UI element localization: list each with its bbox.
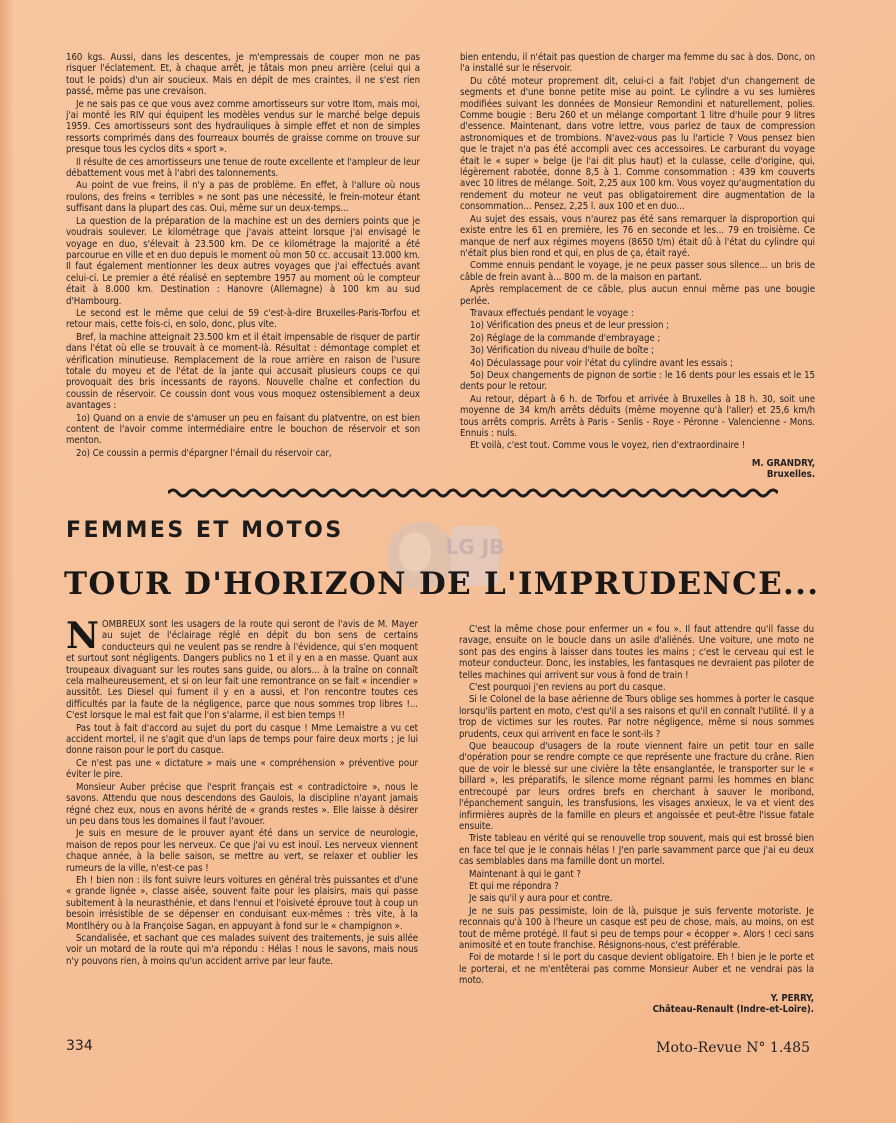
- magazine-issue: Moto-Revue N° 1.485: [656, 1040, 810, 1056]
- paragraph: Ce n'est pas une « dictature » mais une « compréhension » préventive pour éviter le pire.: [66, 757, 418, 781]
- paragraph-text: OMBREUX sont les usagers de la route qui seront de l'avis de M. Mayer au sujet de l'éclairage réglé en dépit du bon sens de certains conducteurs qui ne veulent pas se rendre à l'évidence, qui s'en moquent et surtout sont négligents. Dangers publics no 1 et il y en a en masse. Quant aux troupeaux divaguant sur les routes sans guide, ou alors... à la traîne on connaît cela malheureusement, et si on leur fait une remontrance on se fait « incendier » aussitôt. Les Diesel qui fument il y en a aussi, et l'on rencontre toutes ces difficultés par la faute de la négligence, parce que nous sommes trop libres !... C'est lorsque le mal est fait que l'on s'alarme, il est bien temps !!: [66, 619, 418, 722]
- list-item: 2o) Réglage de la commande d'embrayage ;: [470, 332, 661, 344]
- paragraph: C'est la même chose pour enfermer un « fou ». Il faut attendre qu'il fasse du ravage, ensuite on le boucle dans un asile d'aliénés. Une voiture, une moto ne sont pas des engins à laisser dans toutes les mains ; c'est le cerveau qui est le moteur conducteur. Donc, les instables, les fantasques ne devraient pas piloter de telles machines qui arrivent sur vous à fond de train !: [459, 624, 814, 681]
- paragraph: La question de la préparation de la machine est un des derniers points que je voudrais soulever. Le kilométrage que j'avais atteint lorsque j'ai envisagé le voyage en duo, s'élevait à 23.500 km. De ce kilométrage la majorité a été parcourue en ville et en duo depuis le moment où mon 50 cc. accusait 13.000 km. Il faut également mentionner les deux autres voyages que j'ai effectués avant celui-ci. Le premier a été réalisé en septembre 1957 au moment où le compteur était à 8.000 km. Destination : Hanovre (Allemagne) à 100 km au sud d'Hambourg.: [66, 215, 420, 307]
- paragraph: [66, 619, 418, 722]
- paragraph: Je ne suis pas pessimiste, loin de là, puisque je suis fervente motoriste. Je reconnais qu'à 100 à l'heure un casque est peu de chose, mais, au moins, on est tout de même protégé. Il faut si peu de temps pour « écopper ». Alors ! ceci sans animosité et en toute franchise. Résignons-nous, c'est préférable.: [459, 905, 814, 951]
- paragraph: Au sujet des essais, vous n'aurez pas été sans remarquer la disproportion qui existe entre les 61 en première, les 76 en seconde et les... 79 en troisième. Ce manque de nerf aux régimes moyens (8650 t/m) était dû à l'état du cylindre qui n'était plus bien rond et qui, en plus de ça, était rayé.: [460, 213, 815, 259]
- paragraph: Après remplacement de ce câble, plus aucun ennui même pas une bougie perlée.: [460, 284, 815, 307]
- paragraph: bien entendu, il n'était pas question de charger ma femme du sac à dos. Donc, on l'a installé sur le réservoir.: [460, 52, 815, 75]
- stamp-letters: LG JB: [445, 535, 505, 559]
- letter-right-column: [460, 52, 815, 486]
- paragraph: 160 kgs. Aussi, dans les descentes, je m'empressais de couper mon ne pas risquer l'éclatement. Et, à chaque arrêt, je tâtais mon pneu arrière (celui qui a tout le poids) d'un air soucieux. Mais en dépit de mes craintes, il ne s'est rien passé, même pas une crevaison.: [66, 52, 420, 98]
- drop-cap: N: [66, 619, 99, 657]
- paragraph: Et qui me répondra ?: [469, 880, 559, 892]
- paragraph: Au retour, départ à 6 h. de Torfou et arrivée à Bruxelles à 18 h. 30, soit une moyenne de 34 km/h arrêts déduits (même moyenne qu'à l'aller) et 25,6 km/h tous arrêts compris. Arrêts à Paris - Senlis - Roye - Péronne - Valencienne - Mons. Ennuis : nuls.: [460, 393, 815, 439]
- paragraph: Eh ! bien non : ils font suivre leurs voitures en général très puissantes et d'une « grande lignée », classe aisée, souvent faite pour les plaisirs, mais qui passe subitement à la neurasthénie, et dans l'ennui et l'oisiveté éprouve tout à coup un besoin irrésistible de se dépenser en conduisant eux-mêmes : très vite, à la Montlhéry ou à la Françoise Sagan, en appuyant à fond sur le « champignon ».: [66, 874, 418, 932]
- paragraph: C'est pourquoi j'en reviens au port du casque.: [469, 682, 666, 694]
- paragraph: Je ne sais pas ce que vous avez comme amortisseurs sur votre Itom, mais moi, j'ai monté les RIV qui équipent les modèles vendus sur le marché belge depuis 1959. Ces amortisseurs sont des hydrauliques à simple effet et non de simples ressorts comprimés dans des fourreaux bourrés de graisse comme on trouve sur presque tous les cyclos dits « sport ».: [66, 98, 420, 156]
- article-signature-name: Y. PERRY,: [770, 992, 814, 1004]
- article-left-column: [66, 619, 418, 1027]
- article-right-column: [459, 624, 814, 1028]
- paragraph: Du côté moteur proprement dit, celui-ci a fait l'objet d'un changement de segments et d'une bonne petite mise au point. Le cylindre a vu ses lumières modifiées suivant les données de Monsieur Remondini et naturellement, polies. Comme bougie : Beru 260 et un mélange comportant 1 litre d'huile pour 9 litres d'essence. Maintenant, dans votre lettre, vous parlez de taux de compression astronomiques et de trombions. N'avez-vous pas lu l'article ? Vous pensez bien que le trajet n'a pas été accompli avec ces accessoires. Le carburant du voyage était le « super » belge (je l'ai dit plus haut) et la culasse, celle d'origine, qui, légèrement rabotée, donne 8,5 à 1. Comme consommation : 439 km couverts avec 10 litres de mélange. Soit, 2,25 aux 100 km. Vous voyez qu'augmentation du rendement du moteur ne veut pas obligatoirement dire augmentation de la consommation... Pensez, 2,25 l. aux 100 et en duo...: [460, 75, 815, 213]
- paragraph: Scandalisée, et sachant que ces malades suivent des traitements, je suis allée voir un motard de la route qui m'a répondu : Hélas ! nous le savons, mais nous n'y pouvons rien, à moins qu'un accident arrive par leur faute.: [66, 932, 418, 967]
- list-item: 3o) Vérification du niveau d'huile de boîte ;: [470, 345, 654, 357]
- paragraph: Au point de vue freins, il n'y a pas de problème. En effet, à l'allure où nous roulons, des freins « terribles » ne sont pas une nécessité, le frein-moteur étant suffisant dans la plupart des cas. Oui, même sur un deux-temps...: [66, 180, 420, 215]
- paragraph: Bref, la machine atteignait 23.500 km et il était impensable de risquer de partir dans l'état où elle se trouvait à ce moment-là. Résultat : démontage complet et vérification minutieuse. Remplacement de la roue arrière en raison de l'usure totale du moyeu et de l'état de la jante qui accusait plusieurs coups ce qui provoquait des bris incessants de rayons. Nouvelle chaîne et confection du coussin de réservoir. Ce coussin dont vous vous moquez ostensiblement a deux avantages :: [66, 331, 420, 412]
- paragraph: Monsieur Auber précise que l'esprit français est « contradictoire », nous le savons. Attendu que nous descendons des Gaulois, la discipline n'ayant jamais régné chez eux, nous en avons hérité de « grands restes ». Elle laisse à désirer un peu dans tous les domaines il faut l'avouer.: [66, 781, 418, 827]
- list-item: 5o) Deux changements de pignon de sortie : le 16 dents pour les essais et le 15 dents pour le retour.: [460, 369, 815, 393]
- letter-left-column: [66, 52, 420, 486]
- wavy-divider: [168, 487, 778, 499]
- paragraph: Triste tableau en vérité qui se renouvelle trop souvent, mais qui est brossé bien en face tel que je le connais hélas ! J'en parle savamment parce que j'ai eu deux cas semblables dans ma famille dont un mortel.: [459, 833, 814, 868]
- paragraph: Que beaucoup d'usagers de la route viennent faire un petit tour en salle d'opération pour se rendre compte ce que représente une fracture du crâne. Rien que de voir le blessé sur une civière la tête ensanglantée, le transporter sur le « billard », les préparatifs, le silence morne régnant parmi les hommes en blanc entrecoupé par leurs ordres brefs en cherchant à sauver le moribond, l'épanchement sanguin, les transfusions, les visages anxieux, le va et vient des infirmières auprès de la famille en pleurs et angoissée et peut-être l'issue fatale ensuite.: [459, 741, 814, 832]
- paragraph: Maintenant à qui le gant ?: [469, 868, 581, 880]
- article-headline: TOUR D'HORIZON DE L'IMPRUDENCE...: [64, 566, 820, 602]
- article-signature-city: Château-Renault (Indre-et-Loire).: [652, 1004, 814, 1015]
- paragraph: Pas tout à fait d'accord au sujet du port du casque ! Mme Lemaistre a vu cet accident mortel, il ne s'agit que d'un laps de temps pour faire deux morts ; je lui donne raison pour le port du casque.: [66, 722, 418, 757]
- paragraph: Foi de motarde ! si le port du casque devient obligatoire. Eh ! bien je le porte et le porterai, et ne m'entêterai pas comme Monsieur Auber et ne vendrai pas la moto.: [459, 952, 814, 987]
- paragraph: Il résulte de ces amortisseurs une tenue de route excellente et l'ampleur de leur débattement vous met à l'abri des talonnements.: [66, 156, 420, 180]
- letter-signature-city: Bruxelles.: [766, 469, 815, 481]
- list-item: 1o) Vérification des pneus et de leur pression ;: [470, 320, 669, 332]
- paragraph: Comme ennuis pendant le voyage, je ne peux passer sous silence... un bris de câble de frein avant à... 800 m. de la maison en partant.: [460, 260, 815, 283]
- list-item: 4o) Déculassage pour voir l'état du cylindre avant les essais ;: [470, 357, 733, 369]
- paragraph: Si le Colonel de la base aérienne de Tours oblige ses hommes à porter le casque lorsqu'ils partent en moto, c'est qu'il a ses raisons et qu'il en connaît l'utilité. Il y a trop de victimes sur les routes. Par notre négligence, même si nous sommes prudents, ceux qui arrivent en face le sont-ils ?: [459, 694, 814, 740]
- paragraph: 1o) Quand on a envie de s'amuser un peu en faisant du platventre, on est bien content de l'avoir comme intermédiaire entre le bouchon de réservoir et son menton.: [66, 412, 420, 447]
- list-heading: Travaux effectués pendant le voyage :: [470, 307, 634, 319]
- paragraph: Le second est le même que celui de 59 c'est-à-dire Bruxelles-Paris-Torfou et retour mais, cette fois-ci, en solo, donc, plus vite.: [66, 307, 420, 331]
- paragraph: Je suis en mesure de le prouver ayant été dans un service de neurologie, maison de repos pour les nerveux. Ce que j'ai vu est inouï. Les nerveux viennent chaque année, à la belle saison, se mettre au vert, se relaxer et oublier les rumeurs de la ville, n'est-ce pas !: [66, 828, 418, 874]
- paragraph: Et voilà, c'est tout. Comme vous le voyez, rien d'extraordinaire !: [470, 440, 746, 452]
- paragraph: Je sais qu'il y aura pour et contre.: [469, 893, 613, 905]
- letter-signature-name: M. GRANDRY,: [751, 457, 815, 469]
- page-number: 334: [66, 1038, 93, 1054]
- article-kicker: FEMMES ET MOTOS: [66, 518, 344, 543]
- paragraph: 2o) Ce coussin a permis d'épargner l'émail du réservoir car,: [76, 447, 332, 459]
